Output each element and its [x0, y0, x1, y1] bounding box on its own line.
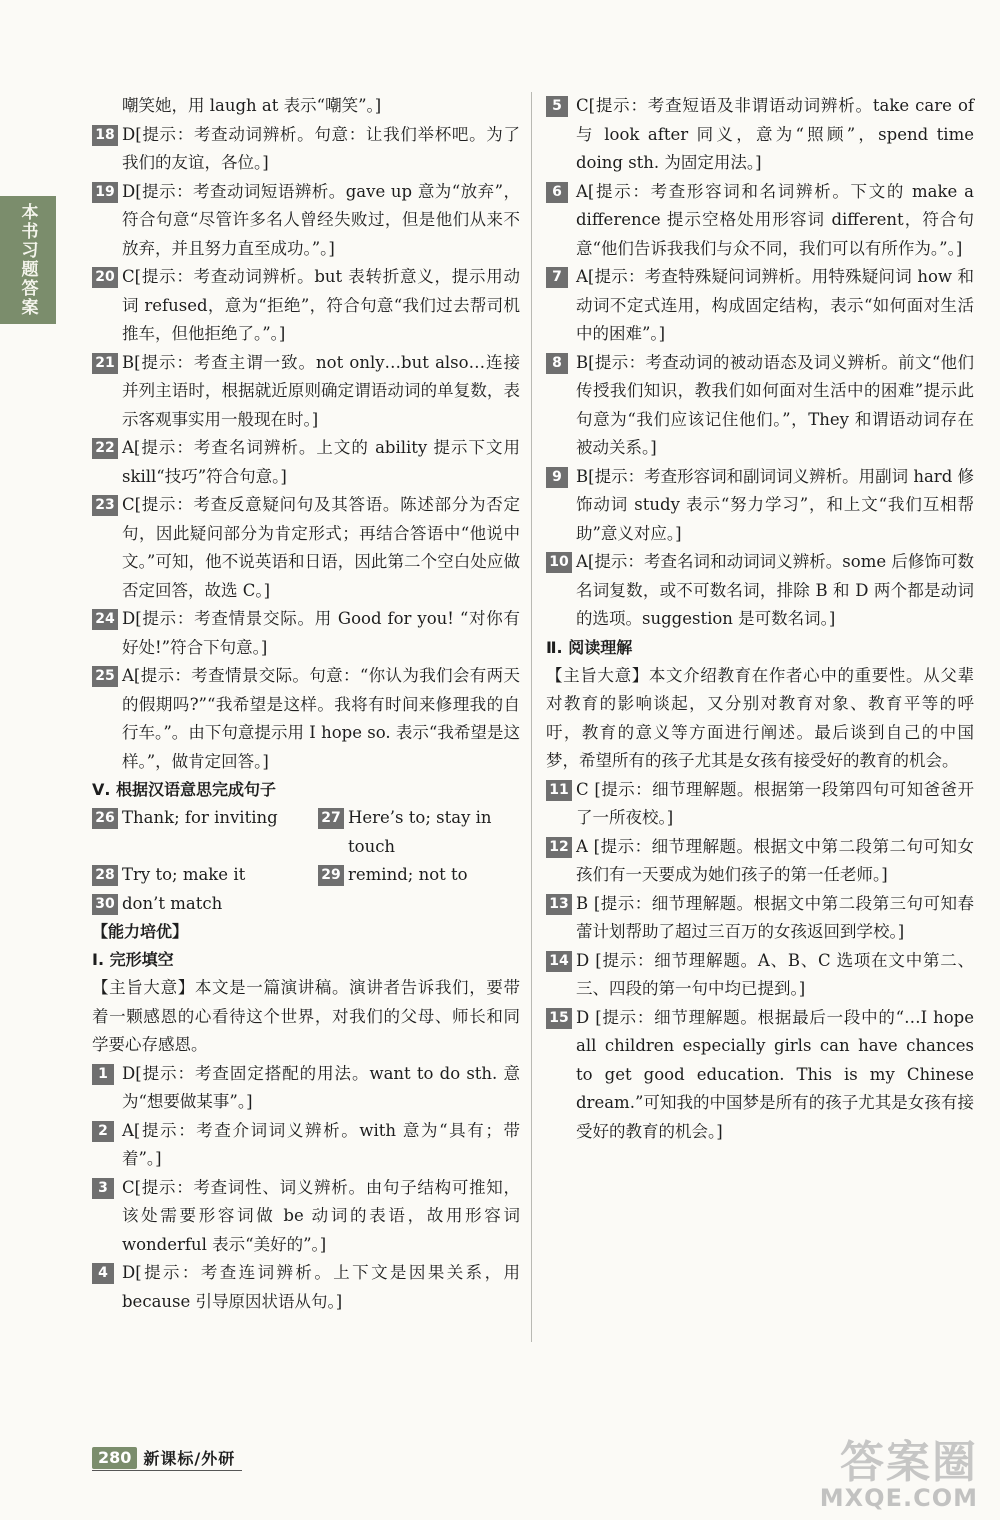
item-number: 29 — [318, 865, 344, 886]
main-idea: 【主旨大意】本文介绍教育在作者心中的重要性。从父辈对教育的影响谈起，又分别对教育对象、教育平等的呼吁，教育的意义等方面进行阐述。最后谈到自己的中国梦，希望所有的孩子尤其是女孩有接受好的教育的机会。 — [546, 665, 974, 770]
item-number: 27 — [318, 808, 344, 829]
item-text: D [提示：细节理解题。根据最后一段中的“…I hope all children especially girls can have chances to get good education. This is my Chinese dream.”可知我的中国梦是所有的孩子尤其是女孩有接受好的教育的机会。] — [576, 1007, 974, 1141]
item-number: 23 — [92, 495, 118, 516]
item-text: remind; not to — [348, 865, 468, 884]
item-number: 3 — [92, 1178, 114, 1199]
item-text: A [提示：细节理解题。根据文中第二段第二句可知女孩们有一天要成为她们孩子的第一任老师。] — [576, 836, 974, 884]
side-tab — [0, 196, 56, 324]
section-heading: Ⅱ. 阅读理解 — [546, 637, 633, 657]
item-number: 11 — [546, 780, 572, 801]
section-heading: Ⅴ. 根据汉语意思完成句子 — [92, 780, 277, 799]
item-number: 26 — [92, 808, 118, 829]
sentence-row — [92, 890, 520, 919]
continued-text: 嘲笑她，用 laugh at 表示“嘲笑”。] — [122, 96, 382, 115]
right-column — [546, 92, 974, 1146]
section-heading: 【能力培优】 — [92, 922, 189, 941]
item-text: C[提示：考查反意疑问句及其答语。陈述部分为否定句，因此疑问部分为肯定形式；再结合答语中“他说中文。”可知，他不说英语和日语，因此第二个空白处应做否定回答，故选 C。] — [122, 495, 520, 600]
answer-item — [546, 178, 974, 264]
item-number: 19 — [92, 182, 118, 203]
item-text: D[提示：考查固定搭配的用法。want to do sth. 意为“想要做某事”。] — [122, 1063, 520, 1111]
item-number: 12 — [546, 837, 572, 858]
item-text: B[提示：考查动词的被动语态及词义辨析。前文“他们传授我们知识，教我们如何面对生活中的困难”提示此句意为“我们应该记住他们。”，They 和谓语动词存在被动关系。] — [576, 352, 974, 457]
answer-item — [92, 349, 520, 435]
footer-rule — [92, 1470, 242, 1471]
main-idea: 【主旨大意】本文是一篇演讲稿。演讲者告诉我们，要带着一颗感恩的心看待这个世界，对我们的父母、师长和同学要心存感恩。 — [92, 978, 520, 1054]
page-number: 280 — [92, 1447, 137, 1469]
answer-item — [546, 548, 974, 634]
answer-item — [546, 776, 974, 833]
sentence-answer — [92, 804, 292, 861]
sentence-row — [92, 804, 520, 861]
item-number: 6 — [546, 182, 568, 203]
item-number: 18 — [92, 125, 118, 146]
item-text: Here’s to; stay in touch — [348, 808, 492, 856]
watermark-url: MXQE.COM — [819, 1484, 978, 1512]
item-number: 30 — [92, 894, 118, 915]
item-text: A[提示：考查形容词和名词辨析。下文的 make a difference 提示空格处用形容词 different，符合句意“他们告诉我我们与众不同，我们可以有所作为。”。] — [576, 181, 974, 258]
item-text: B[提示：考查形容词和副词词义辨析。用副词 hard 修饰动词 study 表示“努力学习”，和上文“我们互相帮助”意义对应。] — [576, 466, 974, 543]
sentence-answer — [318, 804, 518, 861]
item-number: 9 — [546, 467, 568, 488]
item-text: D[提示：考查动词短语辨析。gave up 意为“放弃”，符合句意“尽管许多名人曾经失败过，但是他们从来不放弃，并且努力直至成功。”。] — [122, 181, 520, 258]
answer-item — [546, 1004, 974, 1147]
sentence-answer — [92, 861, 292, 890]
item-number: 4 — [92, 1263, 114, 1284]
answer-item — [92, 1117, 520, 1174]
item-number: 20 — [92, 267, 118, 288]
watermark — [820, 1426, 978, 1512]
item-number: 13 — [546, 894, 572, 915]
item-text: D[提示：考查动词辨析。句意：让我们举杯吧。为了我们的友谊，各位。] — [122, 124, 520, 172]
sentence-row — [92, 861, 520, 890]
item-text: A[提示：考查特殊疑问词辨析。用特殊疑问词 how 和动词不定式连用，构成固定结构，表示“如何面对生活中的困难”。] — [576, 267, 974, 343]
section-heading: Ⅰ. 完形填空 — [92, 950, 174, 969]
page-footer — [92, 1446, 235, 1469]
answer-item — [92, 434, 520, 491]
answer-item — [92, 1060, 520, 1117]
item-text: D [提示：细节理解题。A、B、C 选项在文中第二、三、四段的第一句中均已提到。] — [576, 950, 974, 998]
item-text: C[提示：考查短语及非谓语动词辨析。take care of 与 look after 同义，意为“照顾”，spend time doing sth. 为固定用法。] — [576, 96, 974, 172]
item-text: C[提示：考查词性、词义辨析。由句子结构可推知，该处需要形容词做 be 动词的表语，故用形容词 wonderful 表示“美好的”。] — [122, 1177, 520, 1254]
item-number: 22 — [92, 438, 118, 459]
item-number: 8 — [546, 353, 568, 374]
item-number: 15 — [546, 1008, 572, 1029]
answer-item — [546, 349, 974, 463]
answer-item — [92, 121, 520, 178]
answer-item — [92, 605, 520, 662]
book-series: 新课标/外研 — [143, 1449, 236, 1468]
item-text: Thank; for inviting — [122, 808, 278, 827]
item-text: Try to; make it — [122, 865, 246, 884]
item-text: A[提示：考查名词和动词词义辨析。some 后修饰可数名词复数，或不可数名词，排除 B 和 D 两个都是动词的选项。suggestion 是可数名词。] — [576, 552, 974, 628]
sentence-answer — [318, 861, 518, 890]
item-text: A[提示：考查介词词义辨析。with 意为“具有；带着”。] — [122, 1120, 520, 1168]
watermark-logo: 答案圈 — [840, 1437, 978, 1488]
item-number: 10 — [546, 552, 572, 573]
side-tab-label: 本书习题答案 — [17, 203, 38, 317]
item-number: 2 — [92, 1121, 114, 1142]
item-number: 21 — [92, 353, 118, 374]
answer-item — [546, 947, 974, 1004]
item-number: 24 — [92, 609, 118, 630]
answer-item — [546, 890, 974, 947]
item-number: 7 — [546, 267, 568, 288]
item-text: D[提示：考查情景交际。用 Good for you! “对你有好处!”符合下句意。] — [122, 609, 520, 657]
answer-item — [92, 263, 520, 349]
item-number: 5 — [546, 96, 568, 117]
sentence-answer — [92, 890, 292, 919]
answer-item — [92, 1174, 520, 1260]
item-number: 25 — [92, 666, 118, 687]
answer-item — [92, 491, 520, 605]
answer-item — [92, 1259, 520, 1316]
answer-item — [92, 178, 520, 264]
answer-item — [546, 463, 974, 549]
answer-item — [546, 263, 974, 349]
item-text: C[提示：考查动词辨析。but 表转折意义，提示用动词 refused，意为“拒绝”，符合句意“我们过去帮司机推车，但他拒绝了。”。] — [122, 267, 520, 343]
item-text: C [提示：细节理解题。根据第一段第四句可知爸爸开了一所夜校。] — [576, 779, 974, 827]
item-number: 14 — [546, 951, 572, 972]
answer-item — [546, 833, 974, 890]
item-text: A[提示：考查情景交际。句意：“你认为我们会有两天的假期吗?”“我希望是这样。我将有时间来修理我的自行车。”。由下句意提示用 I hope so. 表示“我希望是这样。”，做肯定回答。] — [122, 666, 520, 771]
column-divider — [531, 92, 532, 1342]
item-text: B[提示：考查主谓一致。not only…but also…连接并列主语时，根据就近原则确定谓语动词的单复数，表示客观事实用一般现在时。] — [122, 352, 520, 429]
item-text: D[提示：考查连词辨析。上下文是因果关系，用 because 引导原因状语从句。] — [122, 1263, 520, 1311]
item-text: don’t match — [122, 893, 223, 913]
item-number: 28 — [92, 865, 118, 886]
answer-item — [92, 662, 520, 776]
item-text: B [提示：细节理解题。根据文中第二段第三句可知春蕾计划帮助了超过三百万的女孩返回到学校。] — [576, 893, 974, 941]
left-column — [92, 92, 520, 1316]
item-text: A[提示：考查名词辨析。上文的 ability 提示下文用 skill“技巧”符合句意。] — [122, 438, 520, 486]
answer-item — [546, 92, 974, 178]
item-number: 1 — [92, 1064, 114, 1085]
